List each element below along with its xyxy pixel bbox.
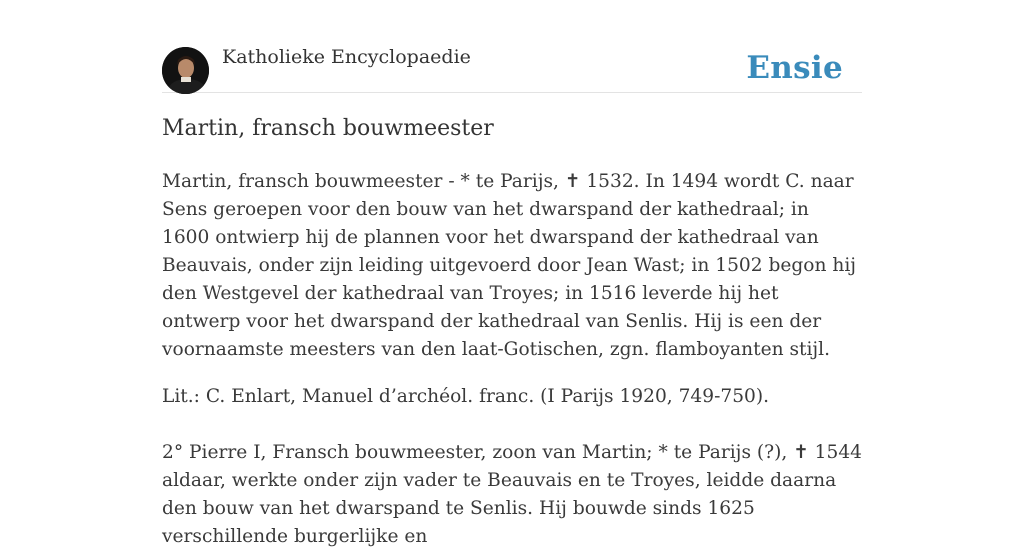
portrait-icon[interactable]: [162, 47, 209, 94]
brand-logo[interactable]: Ensie: [746, 50, 843, 86]
literature-paragraph: Lit.: C. Enlart, Manuel d’archéol. franc. (I Parijs 1920, 749-750).: [162, 386, 770, 407]
article-body: [162, 168, 862, 551]
article-title: Martin, fransch bouwmeester: [162, 116, 494, 141]
site-header: [162, 40, 862, 93]
source-name[interactable]: Katholieke Encyclopaedie: [222, 46, 471, 68]
article-paragraph: 2° Pierre I, Fransch bouwmeester, zoon van Martin; * te Parijs (?), ✝ 1544 aldaar, werkte onder zijn vader te Beauvais en te Troyes, leidde daarna den bouw van het dwarspand te Senlis. Hij bouwde sinds 1625 verschillende burgerlijke en: [162, 442, 862, 547]
article-paragraph: Martin, fransch bouwmeester - * te Parijs, ✝ 1532. In 1494 wordt C. naar Sens geroepen voor den bouw van het dwarspand der kathedraal; in 1600 ontwierp hij de plannen voor het dwarspand der kathedraal van Beauvais, onder zijn leiding uitgevoerd door Jean Wast; in 1502 begon hij den Westgevel der kathedraal van Troyes; in 1516 leverde hij het ontwerp voor het dwarspand der kathedraal van Senlis. Hij is een der voornaamste meesters van den laat-Gotischen, zgn. flamboyanten stijl.: [162, 171, 857, 360]
